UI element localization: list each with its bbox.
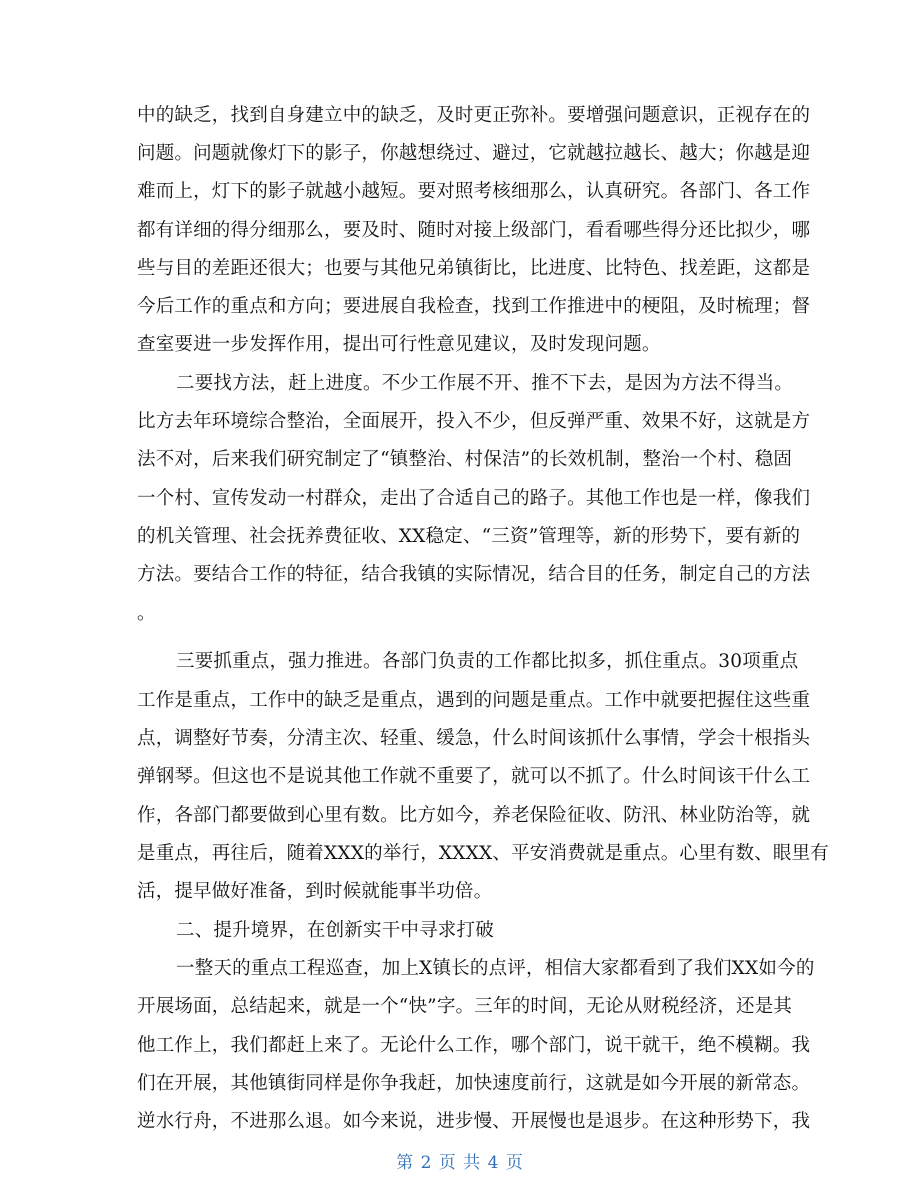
text-line: 今后工作的重点和方向；要进展自我检查，找到工作推进中的梗阻，及时梳理；督 (137, 296, 811, 317)
text-line: 是重点，再往后，随着XXX的举行，XXXX、平安消费就是重点。心里有数、眼里有 (137, 843, 829, 864)
text-line: 他工作上，我们都赶上来了。无论什么工作，哪个部门，说干就干，绝不模糊。我 (137, 1035, 811, 1056)
text-line: 作，各部门都要做到心里有数。比方如今，养老保险征收、防汛、林业防治等，就 (137, 805, 811, 826)
text-line: 方法。要结合工作的特征，结合我镇的实际情况，结合目的任务，制定自己的方法 (137, 564, 811, 585)
section-heading: 二、提升境界，在创新实干中寻求打破 (176, 920, 494, 941)
paragraph-start-line: 三要抓重点，强力推进。各部门负责的工作都比拟多，抓住重点。30项重点 (176, 651, 799, 672)
text-line: 。 (137, 603, 156, 624)
text-line: 都有详细的得分细那么，要及时、随时对接上级部门，看看哪些得分还比拟少，哪 (137, 220, 811, 241)
text-line: 比方去年环境综合整治，全面展开，投入不少，但反弹严重、效果不好，这就是方 (137, 411, 811, 432)
text-line: 法不对，后来我们研究制定了“镇整治、村保洁”的长效机制，整治一个村、稳固 (137, 449, 793, 470)
text-line: 查室要进一步发挥作用，提出可行性意见建议，及时发现问题。 (137, 334, 661, 355)
paragraph-start-line: 一整天的重点工程巡查，加上X镇长的点评，相信大家都看到了我们XX如今的 (176, 958, 815, 979)
text-line: 一个村、宣传发动一村群众，走出了合适自己的路子。其他工作也是一样，像我们 (137, 488, 811, 509)
text-line: 问题。问题就像灯下的影子，你越想绕过、避过，它就越拉越长、越大；你越是迎 (137, 143, 811, 164)
text-line: 难而上，灯下的影子就越小越短。要对照考核细那么，认真研究。各部门、各工作 (137, 181, 811, 202)
text-line: 们在开展，其他镇街同样是你争我赶，加快速度前行，这就是如今开展的新常态。 (137, 1073, 811, 1094)
text-line: 工作是重点，工作中的缺乏是重点，遇到的问题是重点。工作中就要把握住这些重 (137, 690, 811, 711)
page-number-footer: 第 2 页 共 4 页 (396, 1153, 524, 1173)
text-line: 活，提早做好准备，到时候就能事半功倍。 (137, 881, 493, 902)
text-line: 点，调整好节奏，分清主次、轻重、缓急，什么时间该抓什么事情，学会十根指头 (137, 728, 811, 749)
text-line: 些与目的差距还很大；也要与其他兄弟镇街比，比进度、比特色、找差距，这都是 (137, 258, 811, 279)
text-line: 弹钢琴。但这也不是说其他工作就不重要了，就可以不抓了。什么时间该干什么工 (137, 766, 811, 787)
text-line: 逆水行舟，不进那么退。如今来说，进步慢、开展慢也是退步。在这种形势下，我 (137, 1111, 811, 1132)
text-line: 的机关管理、社会抚养费征收、XX稳定、“三资”管理等，新的形势下，要有新的 (137, 526, 801, 547)
text-line: 中的缺乏，找到自身建立中的缺乏，及时更正弥补。要增强问题意识，正视存在的 (137, 105, 811, 126)
text-line: 开展场面，总结起来，就是一个“快”字。三年的时间，无论从财税经济，还是其 (137, 996, 793, 1017)
paragraph-start-line: 二要找方法，赶上进度。不少工作展不开、推不下去，是因为方法不得当。 (176, 373, 794, 394)
